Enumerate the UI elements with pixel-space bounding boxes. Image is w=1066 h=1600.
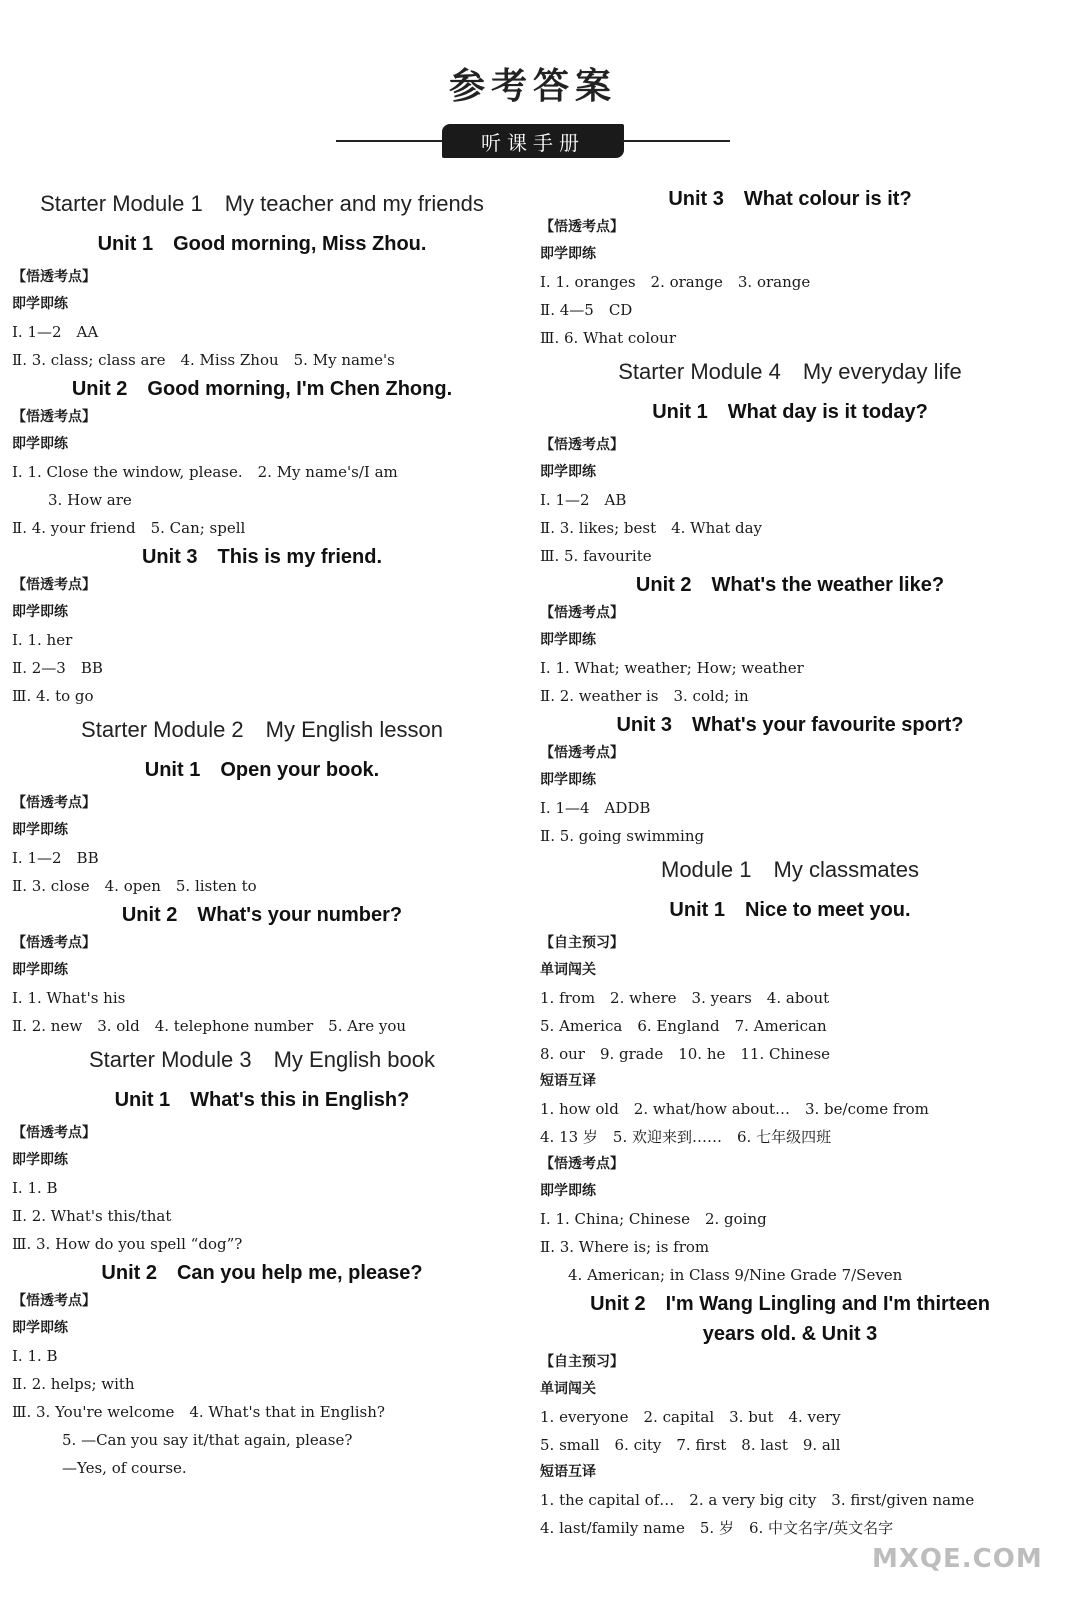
subsection-label: 即学即练 <box>12 604 68 620</box>
answer-line: 5. —Can you say it/that again, please? <box>62 1431 353 1449</box>
answer-line: Ⅰ. 1—2 AB <box>540 491 627 509</box>
answer-line: Ⅰ. 1. B <box>12 1347 58 1365</box>
answer-line: 1. the capital of… 2. a very big city 3. first/given name <box>540 1491 975 1509</box>
answer-line: Ⅱ. 4—5 CD <box>540 301 633 319</box>
subsection-label: 即学即练 <box>540 772 596 788</box>
subsection-label: 即学即练 <box>540 632 596 648</box>
answer-line: Ⅰ. 1. her <box>12 631 73 649</box>
section-tag: 【悟透考点】 <box>540 745 624 761</box>
answer-line: 1. how old 2. what/how about… 3. be/come from <box>540 1100 929 1118</box>
module-heading: Module 1 My classmates <box>661 857 919 882</box>
answer-line: 1. everyone 2. capital 3. but 4. very <box>540 1408 841 1426</box>
subsection-label: 即学即练 <box>12 962 68 978</box>
answer-line: Ⅰ. 1. What; weather; How; weather <box>540 659 804 677</box>
section-tag: 【悟透考点】 <box>540 1156 624 1172</box>
answer-line: Ⅰ. 1—2 AA <box>12 323 99 341</box>
unit-heading: Unit 2 Good morning, I'm Chen Zhong. <box>71 378 453 400</box>
answer-line: Ⅱ. 3. likes; best 4. What day <box>540 519 763 537</box>
answer-line: Ⅱ. 2—3 BB <box>12 659 103 677</box>
answer-line: Ⅰ. 1. Close the window, please. 2. My name's/I am <box>12 463 398 481</box>
subsection-label: 即学即练 <box>12 436 68 452</box>
answer-line: 3. How are <box>48 491 132 509</box>
section-tag: 【悟透考点】 <box>12 409 96 425</box>
answer-line: 4. American; in Class 9/Nine Grade 7/Seven <box>568 1266 903 1284</box>
answer-line: 5. small 6. city 7. first 8. last 9. all <box>540 1436 841 1454</box>
answer-line: Ⅲ. 5. favourite <box>540 547 652 565</box>
section-tag: 【悟透考点】 <box>540 437 624 453</box>
answer-line: Ⅰ. 1. What's his <box>12 989 126 1007</box>
answer-line: 8. our 9. grade 10. he 11. Chinese <box>540 1045 831 1063</box>
subsection-label: 即学即练 <box>540 246 596 262</box>
answer-line: Ⅲ. 3. You're welcome 4. What's that in English? <box>12 1403 385 1421</box>
unit-heading: Unit 1 Good morning, Miss Zhou. <box>97 233 427 255</box>
subsection-label: 即学即练 <box>12 1320 68 1336</box>
unit-heading: Unit 1 Open your book. <box>144 759 380 781</box>
module-heading: Starter Module 4 My everyday life <box>618 359 962 384</box>
subsection-label: 单词闯关 <box>540 1381 596 1397</box>
banner-divider-left <box>336 140 444 142</box>
section-tag: 【自主预习】 <box>540 1354 624 1370</box>
answer-line: Ⅰ. 1—2 BB <box>12 849 99 867</box>
subsection-label: 即学即练 <box>12 1152 68 1168</box>
answer-line: Ⅰ. 1. B <box>12 1179 58 1197</box>
answer-line: Ⅰ. 1—4 ADDB <box>540 799 651 817</box>
unit-heading: Unit 2 What's the weather like? <box>635 574 945 596</box>
section-banner: 听课手册 <box>442 124 624 158</box>
answer-line: Ⅱ. 3. Where is; is from <box>540 1238 710 1256</box>
watermark: MXQE.COM <box>872 1544 1043 1574</box>
section-tag: 【自主预习】 <box>540 935 624 951</box>
section-tag: 【悟透考点】 <box>12 577 96 593</box>
module-heading: Starter Module 3 My English book <box>88 1047 436 1072</box>
subsection-label: 单词闯关 <box>540 962 596 978</box>
section-tag: 【悟透考点】 <box>540 219 624 235</box>
subsection-label: 即学即练 <box>12 822 68 838</box>
answer-line: Ⅰ. 1. oranges 2. orange 3. orange <box>540 273 811 291</box>
answer-line: 1. from 2. where 3. years 4. about <box>540 989 830 1007</box>
answer-line: Ⅱ. 5. going swimming <box>540 827 705 845</box>
section-tag: 【悟透考点】 <box>540 605 624 621</box>
answer-line: Ⅱ. 2. What's this/that <box>12 1207 172 1225</box>
answer-line: Ⅱ. 3. class; class are 4. Miss Zhou 5. My name's <box>12 351 395 369</box>
module-heading: Starter Module 2 My English lesson <box>81 717 443 742</box>
section-tag: 【悟透考点】 <box>12 269 96 285</box>
unit-heading: Unit 2 Can you help me, please? <box>101 1262 423 1284</box>
page-title: 参考答案 <box>448 66 617 107</box>
module-heading: Starter Module 1 My teacher and my friends <box>40 191 484 216</box>
subsection-label: 即学即练 <box>540 464 596 480</box>
unit-heading: Unit 1 Nice to meet you. <box>669 899 911 921</box>
section-tag: 【悟透考点】 <box>12 795 96 811</box>
answer-line: Ⅲ. 3. How do you spell “dog”? <box>12 1235 243 1253</box>
section-tag: 【悟透考点】 <box>12 1125 96 1141</box>
section-tag: 【悟透考点】 <box>12 1293 96 1309</box>
subsection-label: 即学即练 <box>540 1183 596 1199</box>
unit-heading: Unit 3 This is my friend. <box>141 546 383 568</box>
answer-line: Ⅱ. 2. new 3. old 4. telephone number 5. Are you <box>12 1017 407 1035</box>
answer-line: Ⅱ. 2. helps; with <box>12 1375 135 1393</box>
unit-heading: Unit 2 I'm Wang Lingling and I'm thirteen <box>590 1293 990 1315</box>
answer-line: 4. last/family name 5. 岁 6. 中文名字/英文名字 <box>540 1519 894 1537</box>
left-column <box>12 184 512 1482</box>
answer-line: 4. 13 岁 5. 欢迎来到…… 6. 七年级四班 <box>540 1128 832 1146</box>
unit-heading: Unit 2 What's your number? <box>121 904 403 926</box>
section-tag: 【悟透考点】 <box>12 935 96 951</box>
answer-line: Ⅲ. 4. to go <box>12 687 94 705</box>
right-column <box>540 184 1040 1542</box>
answer-line: Ⅰ. 1. China; Chinese 2. going <box>540 1210 767 1228</box>
subsection-label: 短语互译 <box>540 1464 596 1480</box>
unit-heading: Unit 1 What's this in English? <box>114 1089 410 1111</box>
answer-line: Ⅱ. 4. your friend 5. Can; spell <box>12 519 246 537</box>
unit-heading: Unit 3 What colour is it? <box>668 188 912 210</box>
subsection-label: 短语互译 <box>540 1073 596 1089</box>
unit-heading: Unit 3 What's your favourite sport? <box>616 714 964 736</box>
answer-line: Ⅲ. 6. What colour <box>540 329 676 347</box>
answer-line: —Yes, of course. <box>62 1459 187 1477</box>
unit-heading: years old. & Unit 3 <box>702 1323 878 1345</box>
answer-line: 5. America 6. England 7. American <box>540 1017 827 1035</box>
unit-heading: Unit 1 What day is it today? <box>652 401 928 423</box>
subsection-label: 即学即练 <box>12 296 68 312</box>
banner-divider-right <box>622 140 730 142</box>
answer-line: Ⅱ. 3. close 4. open 5. listen to <box>12 877 257 895</box>
answer-line: Ⅱ. 2. weather is 3. cold; in <box>540 687 749 705</box>
